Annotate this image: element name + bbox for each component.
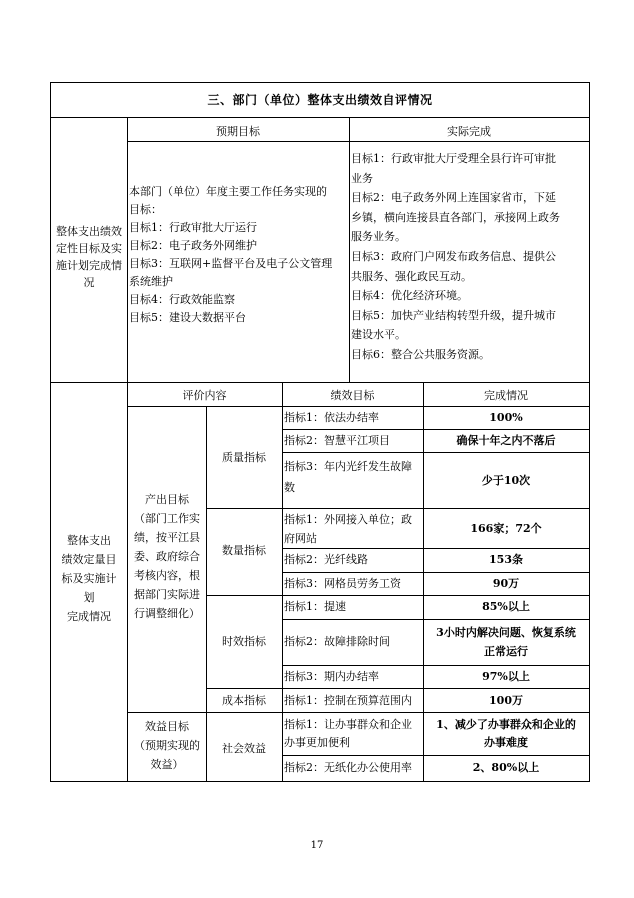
- col-expected-header: 预期目标: [216, 125, 260, 138]
- actual-line: 目标4：优化经济环境。: [351, 289, 468, 303]
- done-cell: 85%以上: [482, 600, 530, 613]
- target-cell: 指标2：无纸化办公使用率: [284, 761, 412, 774]
- expected-line: 目标2：电子政务外网维护: [129, 239, 257, 252]
- section-title: 三、部门（单位）整体支出绩效自评情况: [207, 93, 433, 107]
- quality-indicator-label: 质量指标: [222, 451, 266, 464]
- label-line: 划: [83, 591, 95, 604]
- divider: [206, 508, 589, 509]
- divider: [127, 712, 589, 713]
- expected-line: 目标1：行政审批大厅运行: [129, 221, 257, 234]
- timeliness-indicator-label: 时效指标: [222, 635, 266, 648]
- target-cell: 指标2：故障排除时间: [284, 635, 390, 648]
- performance-table: [50, 82, 590, 782]
- divider: [282, 429, 589, 430]
- actual-line: 目标3：政府门户网发布政务信息、提供公: [351, 249, 556, 263]
- label-line: 行调整细化）: [134, 607, 200, 620]
- expected-line: 本部门（单位）年度主要工作任务实现的: [129, 185, 327, 198]
- target-line: 府网站: [284, 532, 317, 545]
- done-line: 3小时内解决问题、恢复系统: [436, 626, 576, 639]
- divider: [127, 141, 589, 142]
- part2-left-label: [53, 531, 125, 626]
- done-line: 办事难度: [484, 736, 528, 749]
- done-cell: 166家；72个: [470, 522, 542, 535]
- divider: [51, 117, 589, 118]
- label-line: 效益目标: [145, 720, 189, 733]
- divider: [282, 755, 589, 756]
- label-line: 产出目标: [145, 493, 189, 506]
- target-cell: [284, 716, 422, 752]
- target-cell: 指标1：提速: [284, 600, 346, 613]
- label-line: 委、政府综合: [134, 550, 200, 563]
- actual-line: 目标6：整合公共服务资源。: [351, 347, 490, 361]
- target-cell: 指标1：依法办结率: [284, 411, 379, 424]
- target-cell: 指标1：控制在预算范围内: [284, 694, 412, 707]
- done-cell: 2、80%以上: [472, 761, 540, 774]
- col-eval-header: 评价内容: [182, 389, 227, 402]
- target-line: 办事更加便利: [284, 736, 350, 749]
- col-target-header: 绩效目标: [330, 389, 375, 402]
- divider: [206, 595, 589, 596]
- label-line: 整体支出: [67, 534, 111, 547]
- divider: [282, 382, 283, 782]
- actual-results: [351, 149, 589, 365]
- target-cell: [284, 456, 422, 498]
- actual-line: 建设水平。: [351, 328, 406, 342]
- divider: [127, 406, 589, 407]
- label-line: 完成情况: [67, 610, 111, 623]
- target-line: 数: [284, 481, 295, 494]
- done-cell: 100万: [489, 694, 523, 707]
- label-line: （预期实现的: [134, 739, 200, 752]
- target-cell: [284, 510, 422, 548]
- divider: [127, 117, 128, 382]
- part1-left-label: [55, 223, 123, 291]
- divider: [282, 665, 589, 666]
- divider: [349, 117, 350, 382]
- social-benefit-label: 社会效益: [222, 742, 266, 755]
- done-cell: 153条: [489, 553, 523, 566]
- actual-line: 业务: [351, 171, 373, 185]
- done-cell: 少于10次: [481, 474, 531, 487]
- target-line: 指标1：让办事群众和企业: [284, 718, 412, 731]
- done-cell: [423, 716, 589, 752]
- page-number: 17: [310, 840, 324, 851]
- output-goals-label: [128, 490, 206, 623]
- actual-line: 服务业务。: [351, 230, 406, 244]
- label-line: 考核内容，根: [134, 569, 200, 582]
- divider: [282, 452, 589, 453]
- label-line: 绩，按平江县: [134, 531, 200, 544]
- expected-line: 目标3：互联网+监督平台及电子公文管理: [129, 257, 333, 270]
- col-done-header: 完成情况: [484, 389, 528, 402]
- target-line: 指标3：年内光纤发生故障: [284, 460, 412, 473]
- divider: [282, 548, 589, 549]
- label-line: 效益）: [150, 758, 184, 771]
- label-line: 据部门实际进: [134, 588, 200, 601]
- expected-goals: [129, 183, 349, 327]
- label-line: 绩效定量目: [61, 553, 117, 566]
- cost-indicator-label: 成本指标: [222, 694, 266, 707]
- done-cell: 确保十年之内不落后: [456, 434, 556, 447]
- target-line: 指标1：外网接入单位；政: [284, 513, 412, 526]
- done-cell: 90万: [492, 577, 520, 590]
- expected-line: 目标5：建设大数据平台: [129, 311, 246, 324]
- actual-line: 共服务、强化政民互动。: [351, 269, 472, 283]
- done-line: 1、减少了办事群众和企业的: [436, 718, 576, 731]
- target-cell: 指标2：智慧平江项目: [284, 434, 390, 447]
- actual-line: 目标1：行政审批大厅受理全县行许可审批: [351, 152, 556, 165]
- expected-line: 系统维护: [129, 275, 173, 288]
- target-cell: 指标2：光纤线路: [284, 553, 368, 566]
- done-line: 正常运行: [484, 645, 528, 658]
- target-cell: 指标3：期内办结率: [284, 670, 379, 683]
- label-line: （部门工作实: [134, 512, 200, 525]
- actual-line: 目标2：电子政务外网上连国家省市，下延: [351, 191, 556, 205]
- expected-line: 目标：: [129, 203, 162, 216]
- expected-line: 目标4：行政效能监察: [129, 293, 235, 306]
- done-cell: 97%以上: [482, 670, 530, 683]
- part1-left-text: 整体支出绩效定性目标及实施计划完成情况: [56, 225, 122, 289]
- done-cell: 100%: [489, 411, 523, 424]
- divider: [282, 572, 589, 573]
- divider: [51, 382, 589, 383]
- divider: [206, 688, 589, 689]
- label-line: 标及实施计: [61, 572, 117, 585]
- col-actual-header: 实际完成: [447, 125, 491, 138]
- divider: [282, 619, 589, 620]
- actual-line: 目标5：加快产业结构转型升级，提升城市: [351, 308, 556, 322]
- quantity-indicator-label: 数量指标: [222, 544, 266, 557]
- target-cell: 指标3：网格员劳务工资: [284, 577, 401, 590]
- benefit-goals-label: [128, 717, 206, 774]
- done-cell: [423, 623, 589, 661]
- actual-line: 乡镇，横向连接县直各部门，承接网上政务: [351, 210, 560, 224]
